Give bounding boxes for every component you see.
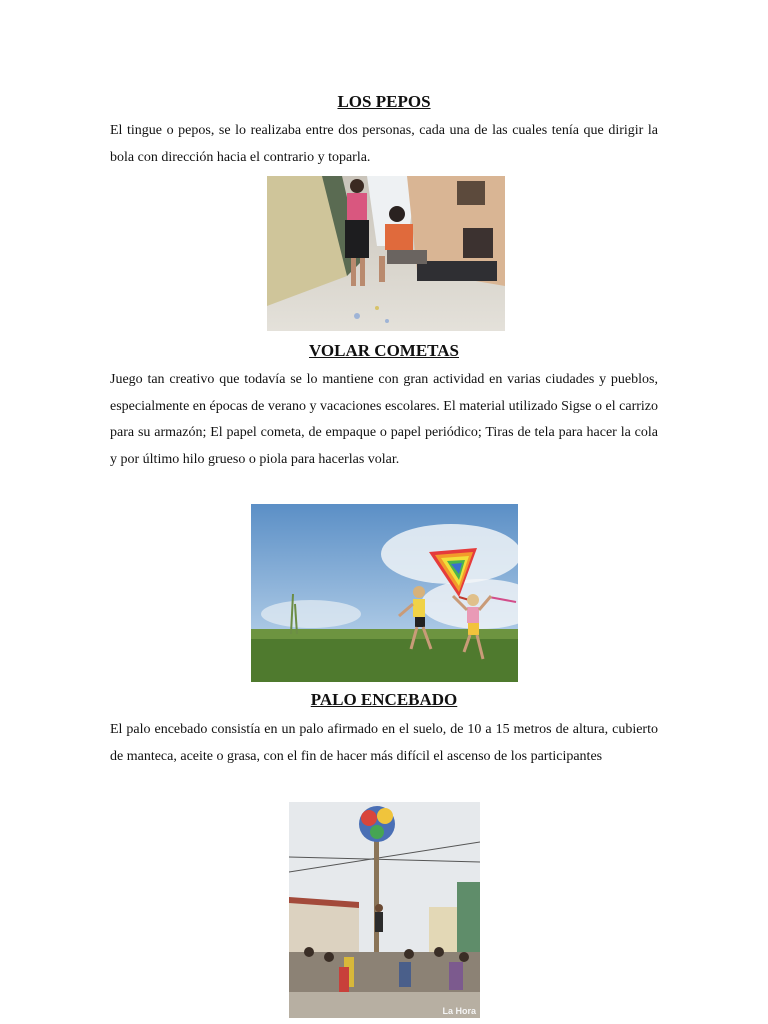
section-title-volar-cometas: VOLAR COMETAS <box>309 341 459 360</box>
photo-volar-cometas-illustration <box>251 504 518 682</box>
section-text-palo-encebado: El palo encebado consistía en un palo afirmado en el suelo, de 10 a 15 metros de altura, cubierto de manteca, aceite o grasa, con el fin de hacer más difícil el ascenso de los participantes <box>110 722 658 764</box>
section-text-volar-cometas: Juego tan creativo que todavía se lo mantiene con gran actividad en varias ciudades y pueblos, especialmente en épocas de verano y vacaciones escolares. El material utilizado Sigse o el carrizo para su armazón; El papel cometa, de empaque o papel periódico; Tiras de tela para hacer la cola y por último hilo grueso o piola para hacerlas volar. <box>110 372 658 467</box>
photo-palo-encebado <box>289 802 480 1018</box>
photo-palo-encebado-illustration <box>289 802 480 1018</box>
photo-watermark: La Hora <box>442 1006 476 1016</box>
section-title-palo-encebado: PALO ENCEBADO <box>310 690 458 709</box>
section-text-los-pepos: El tingue o pepos, se lo realizaba entre dos personas, cada una de las cuales tenía que dirigir la bola con dirección hacia el contrario y toparla. <box>110 123 658 165</box>
photo-los-pepos-illustration <box>267 176 505 331</box>
photo-volar-cometas <box>251 504 518 682</box>
photo-los-pepos <box>267 176 505 331</box>
section-title-los-pepos: LOS PEPOS <box>337 92 431 111</box>
